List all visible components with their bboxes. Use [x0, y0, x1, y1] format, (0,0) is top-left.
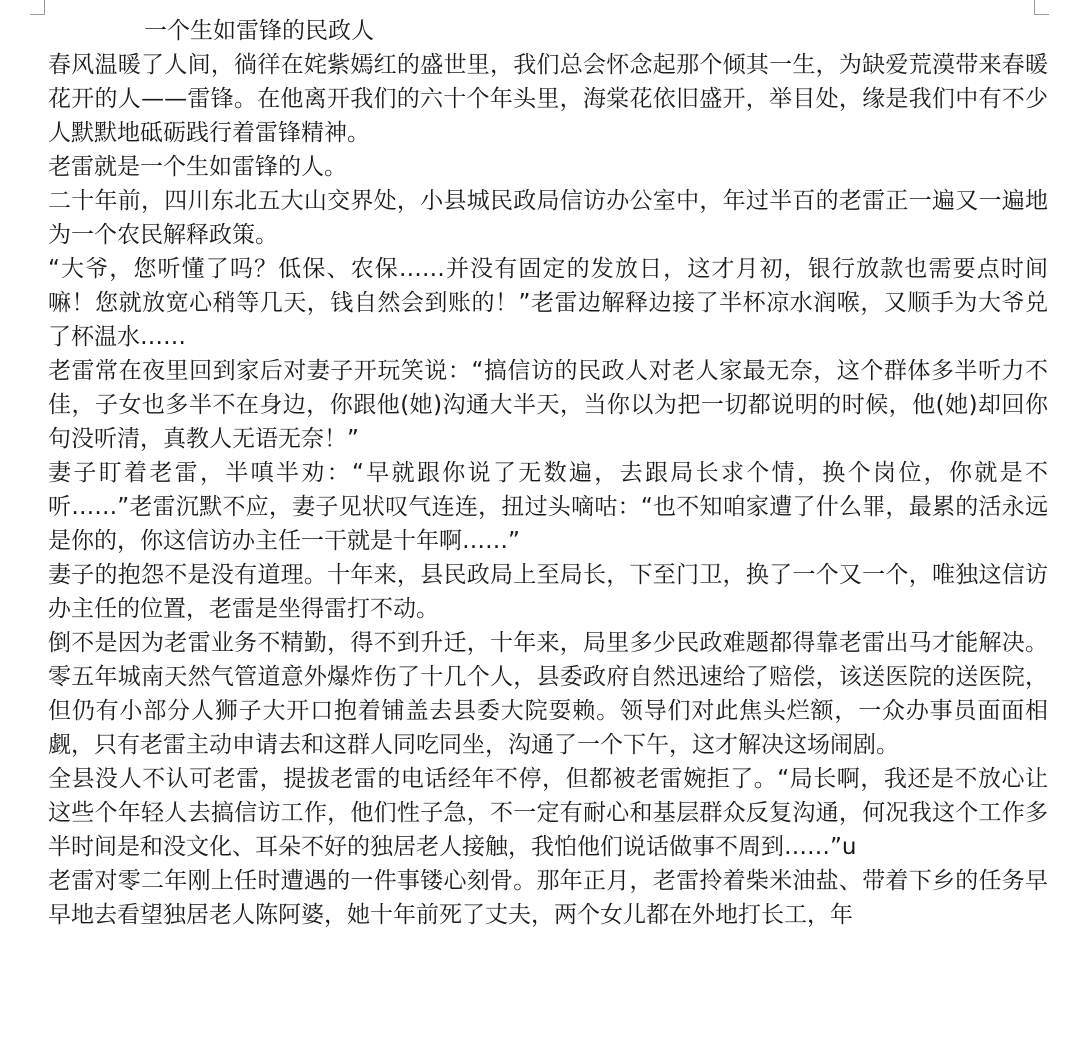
paragraph: 倒不是因为老雷业务不精勤，得不到升迁，十年来，局里多少民政难题都得靠老雷出马才能解决。零五年城南天然气管道意外爆炸伤了十几个人，县委政府自然迅速给了赔偿，该送医院的送医院，但仍有小部分人狮子大开口抱着铺盖去县委大院耍赖。领导们对此焦头烂额，一众办事员面面相觑，只有老雷主动申请去和这群人同吃同坐，沟通了一个下午，这才解决这场闹剧。	[48, 630, 1048, 758]
paragraph: 老雷就是一个生如雷锋的人。	[48, 154, 347, 180]
paragraph: 老雷对零二年刚上任时遭遇的一件事镂心刻骨。那年正月，老雷拎着柴米油盐、带着下乡的任务早早地去看望独居老人陈阿婆，她十年前死了丈夫，两个女儿都在外地打长工，年	[48, 868, 1048, 928]
paragraph: 妻子的抱怨不是没有道理。十年来，县民政局上至局长，下至门卫，换了一个又一个，唯独这信访办主任的位置，老雷是坐得雷打不动。	[48, 562, 1048, 622]
document-title: 一个生如雷锋的民政人	[144, 18, 374, 44]
paragraph: “大爷，您听懂了吗？低保、农保……并没有固定的发放日，这才月初，银行放款也需要点时间嘛！您就放宽心稍等几天，钱自然会到账的！”老雷边解释边接了半杯凉水润喉，又顺手为大爷兑了杯温水……	[48, 256, 1048, 350]
paragraph: 全县没人不认可老雷，提拔老雷的电话经年不停，但都被老雷婉拒了。“局长啊，我还是不放心让这些个年轻人去搞信访工作，他们性子急，不一定有耐心和基层群众反复沟通，何况我这个工作多半时间是和没文化、耳朵不好的独居老人接触，我怕他们说话做事不周到……”u	[48, 766, 1048, 860]
paragraph: 妻子盯着老雷，半嗔半劝：“早就跟你说了无数遍，去跟局长求个情，换个岗位，你就是不听……”老雷沉默不应，妻子见状叹气连连，扭过头嘀咕：“也不知咱家遭了什么罪，最累的活永远是你的，你这信访办主任一干就是十年啊……”	[48, 460, 1048, 554]
page-corner-mark-left	[30, 0, 45, 15]
paragraph: 老雷常在夜里回到家后对妻子开玩笑说：“搞信访的民政人对老人家最无奈，这个群体多半听力不佳，子女也多半不在身边，你跟他(她)沟通大半天，当你以为把一切都说明的时候，他(她)却回你句没听清，真教人无语无奈！”	[48, 358, 1048, 452]
document-body	[48, 14, 1048, 932]
paragraph: 春风温暖了人间，徜徉在姹紫嫣红的盛世里，我们总会怀念起那个倾其一生，为缺爱荒漠带来春暖花开的人——雷锋。在他离开我们的六十个年头里，海棠花依旧盛开，举目处，缘是我们中有不少人默默地砥砺践行着雷锋精神。	[48, 52, 1048, 146]
paragraph: 二十年前，四川东北五大山交界处，小县城民政局信访办公室中，年过半百的老雷正一遍又一遍地为一个农民解释政策。	[48, 188, 1048, 248]
page-corner-mark-right	[1034, 0, 1049, 15]
